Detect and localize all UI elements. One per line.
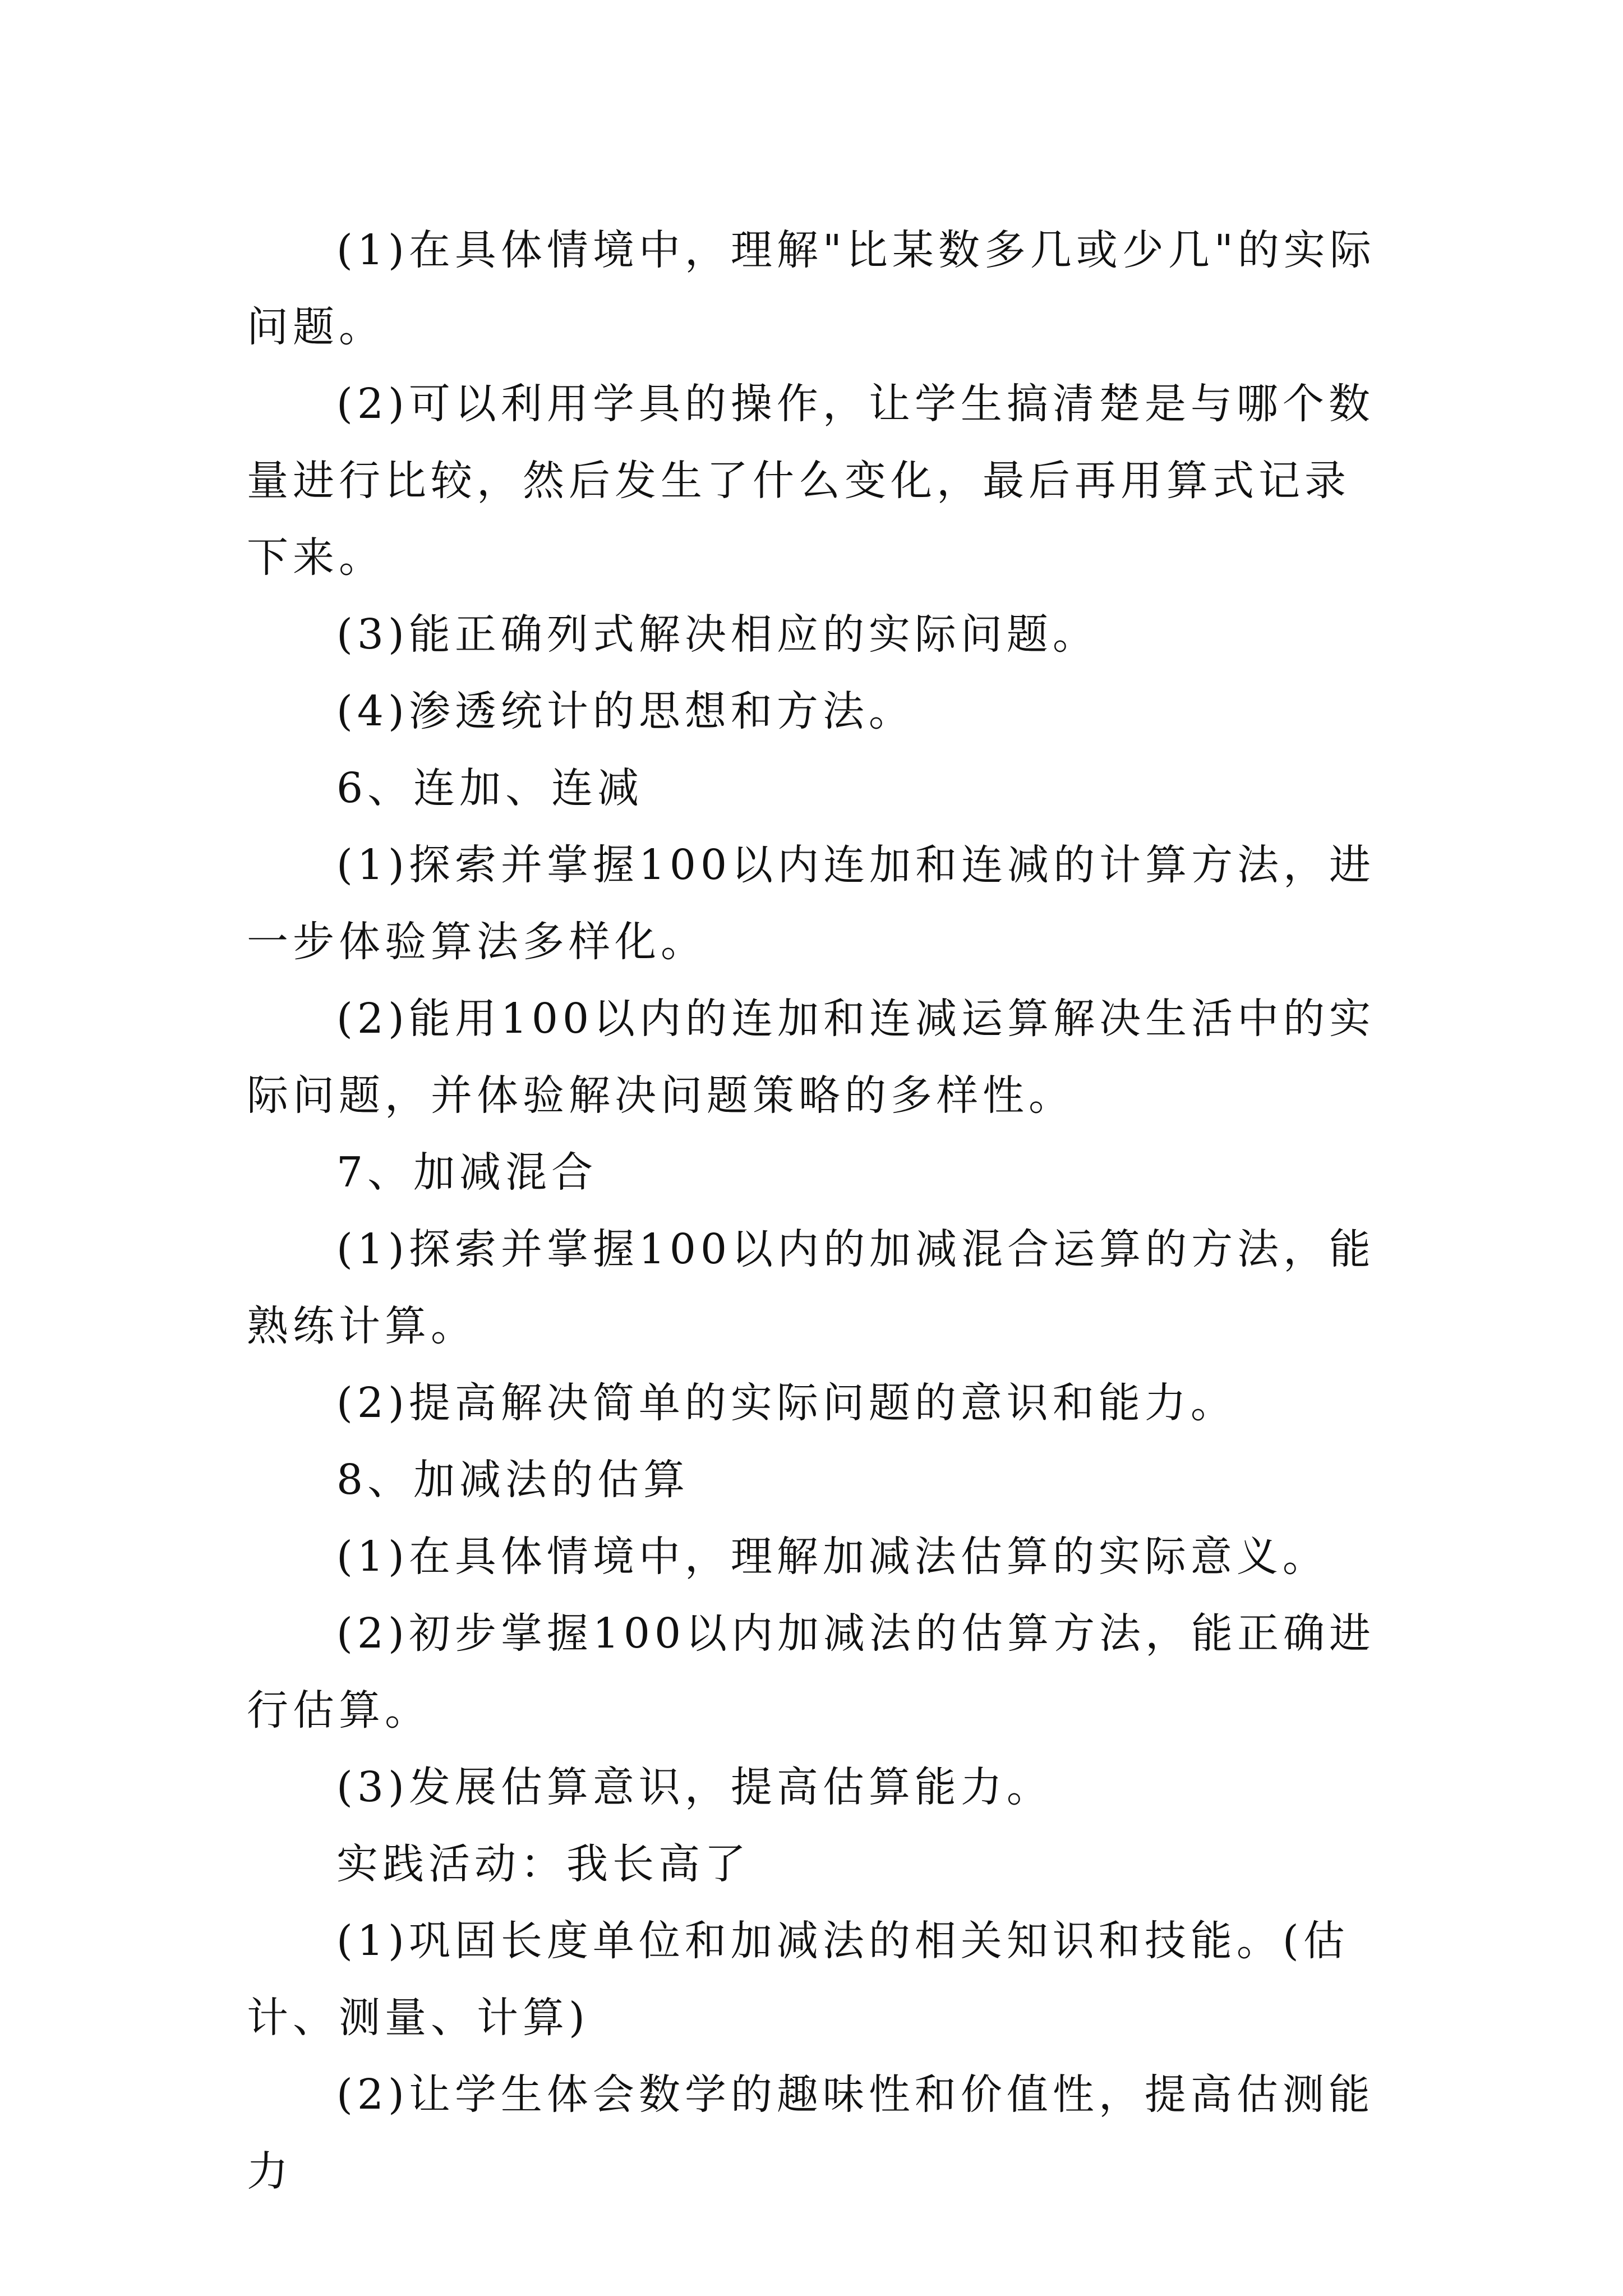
paragraph-item-practice-1: (1)巩固长度单位和加减法的相关知识和技能。(估计、测量、计算): [247, 1917, 1349, 2042]
paragraph-item-7-1: (1)探索并掌握100以内的加减混合运算的方法，能熟练计算。: [247, 1225, 1376, 1350]
section-heading-8: 8、加减法的估算: [336, 1456, 690, 1504]
paragraph-item-8-2: (2)初步掌握100以内加减法的估算方法，能正确进行估算。: [247, 1609, 1376, 1734]
section-heading-6: 6、连加、连减: [336, 764, 644, 812]
paragraph-item-7-2: (2)提高解决简单的实际问题的意识和能力。: [336, 1379, 1237, 1427]
paragraph-item-6-1: (1)探索并掌握100以内连加和连减的计算方法，进一步体验算法多样化。: [247, 841, 1376, 966]
section-heading-7: 7、加减混合: [336, 1148, 598, 1197]
section-heading-practice: 实践活动：我长高了: [336, 1840, 750, 1888]
paragraph-item-6-2: (2)能用100以内的连加和连减运算解决生活中的实际问题，并体验解决问题策略的多样性。: [247, 995, 1376, 1120]
paragraph-item-practice-2: (2)让学生体会数学的趣味性和价值性，提高估测能力: [247, 2070, 1375, 2196]
paragraph-item-1-1: (1)在具体情境中，理解"比某数多几或少几"的实际问题。: [247, 226, 1376, 351]
paragraph-item-1-2: (2)可以利用学具的操作，让学生搞清楚是与哪个数量进行比较，然后发生了什么变化，最后再用算式记录下来。: [247, 380, 1375, 582]
paragraph-item-8-3: (3)发展估算意识，提高估算能力。: [336, 1763, 1053, 1811]
paragraph-item-1-4: (4)渗透统计的思想和方法。: [336, 687, 915, 735]
document-body: [247, 212, 1391, 2210]
paragraph-item-1-3: (3)能正确列式解决相应的实际问题。: [336, 610, 1099, 659]
paragraph-item-8-1: (1)在具体情境中，理解加减法估算的实际意义。: [336, 1533, 1329, 1581]
